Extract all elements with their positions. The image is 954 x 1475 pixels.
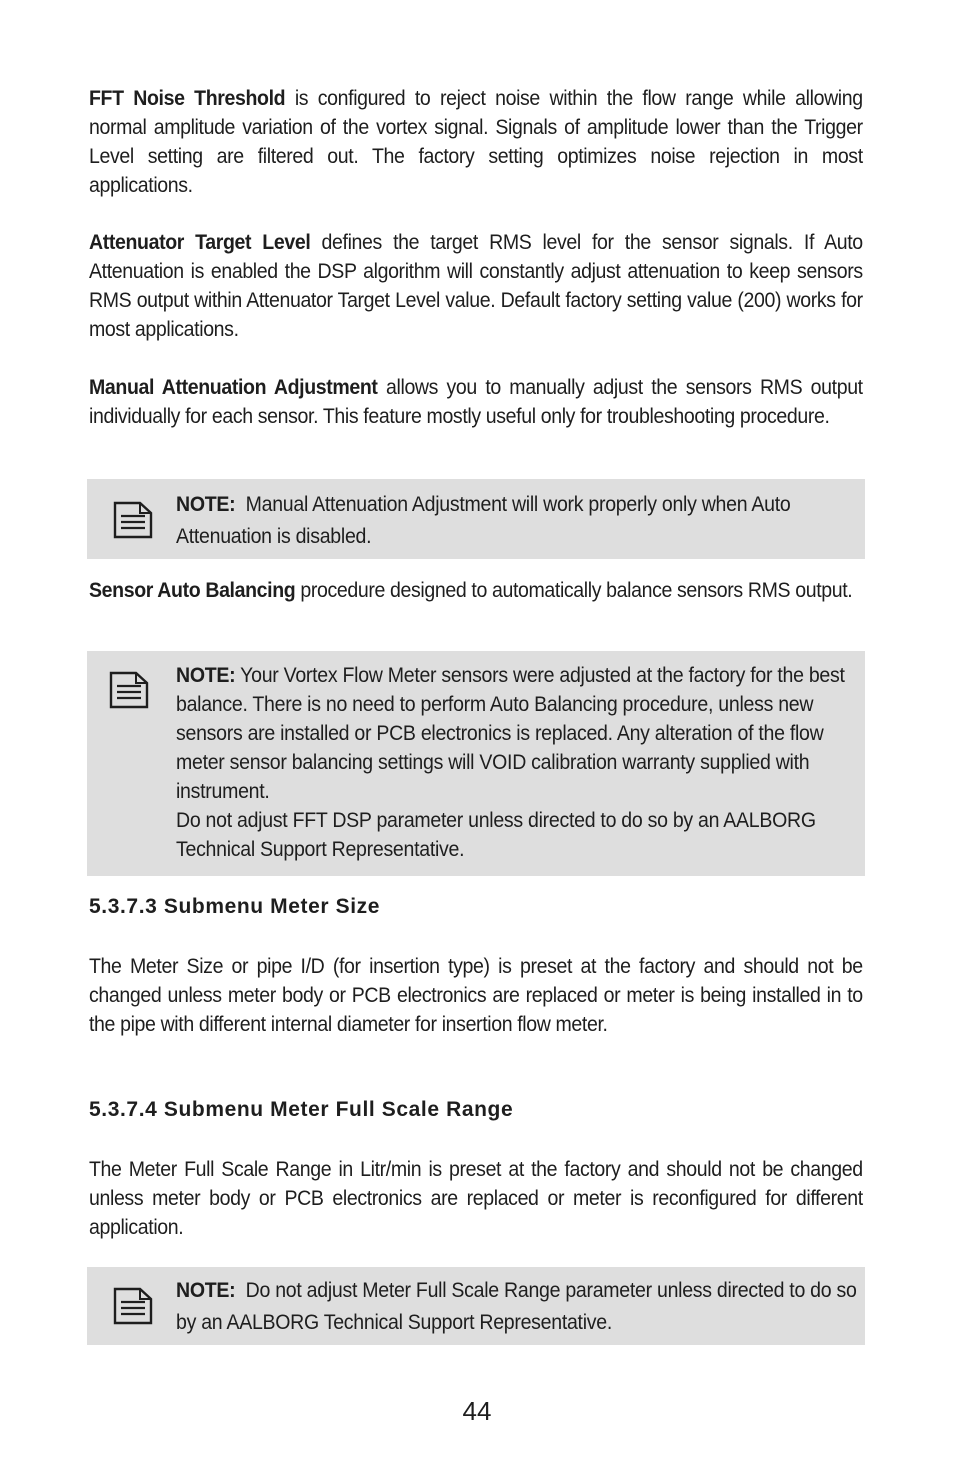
paragraph-text: The Meter Size or pipe I/D (for insertion type) is preset at the factory and should not be changed unless meter body or PCB electronics are replaced or meter is being installed in to the pipe with different internal diameter for insertion flow meter. (89, 955, 863, 1036)
note-label: NOTE: (176, 493, 236, 516)
note-icon (109, 671, 149, 709)
note-icon (113, 501, 153, 539)
section-heading: 5.3.7.3 Submenu Meter Size (89, 895, 381, 918)
note-body: Your Vortex Flow Meter sensors were adjusted at the factory for the best balance. There is no need to perform Auto Balancing procedure, unless new sensors are installed or PCB electronics is replaced. Any alteration of the flow meter sensor balancing settings will VOID calibration warranty supplied with instrument. (176, 664, 845, 803)
paragraph-text: The Meter Full Scale Range in Litr/min is preset at the factory and should not be changed unless meter body or PCB electronics are replaced or meter is reconfigured for different application. (89, 1158, 863, 1239)
paragraph-attenuator-target-level (89, 228, 863, 344)
term: FFT Noise Threshold (89, 87, 286, 110)
note-text (176, 1275, 860, 1339)
note-label: NOTE: (176, 664, 236, 687)
note-box (87, 479, 865, 559)
page-number: 44 (462, 1396, 492, 1426)
note-body-2: Do not adjust FFT DSP parameter unless directed to do so by an AALBORG Technical Support Representative. (176, 809, 816, 861)
note-body: Manual Attenuation Adjustment will work properly only when Auto Attenuation is disabled. (176, 493, 795, 548)
paragraph-manual-attenuation (89, 373, 863, 431)
note-text (176, 661, 860, 864)
paragraph-text: is configured to reject noise within the flow range while allowing normal amplitude variation of the vortex signal. Signals of amplitude lower than the Trigger Level setting are filtered out. The factory setting optimizes noise rejection in most applications. (89, 87, 863, 197)
note-label: NOTE: (176, 1279, 236, 1302)
paragraph-text: defines the target RMS level for the sensor signals. If Auto Attenuation is enabled the DSP algorithm will constantly adjust attenuation to keep sensors RMS output within Attenuator Target Level value. Default factory setting value (200) works for most applications. (89, 231, 863, 341)
note-text (176, 489, 860, 553)
term: Sensor Auto Balancing (89, 579, 296, 602)
term: Attenuator Target Level (89, 231, 311, 254)
note-box (87, 651, 865, 876)
paragraph-meter-size (89, 952, 863, 1039)
paragraph-text: allows you to manually adjust the sensors RMS output individually for each sensor. This feature mostly useful only for troubleshooting procedure. (89, 376, 863, 428)
note-box (87, 1267, 865, 1345)
section-heading: 5.3.7.4 Submenu Meter Full Scale Range (89, 1098, 514, 1121)
paragraph-meter-full-scale-range (89, 1155, 863, 1242)
paragraph-text: procedure designed to automatically balance sensors RMS output. (295, 579, 853, 602)
paragraph-sensor-auto-balancing (89, 576, 863, 605)
note-body: Do not adjust Meter Full Scale Range parameter unless directed to do so by an AALBORG Technical Support Representative. (176, 1279, 862, 1334)
note-icon (113, 1287, 153, 1325)
paragraph-fft-noise-threshold (89, 84, 863, 200)
term: Manual Attenuation Adjustment (89, 376, 378, 399)
